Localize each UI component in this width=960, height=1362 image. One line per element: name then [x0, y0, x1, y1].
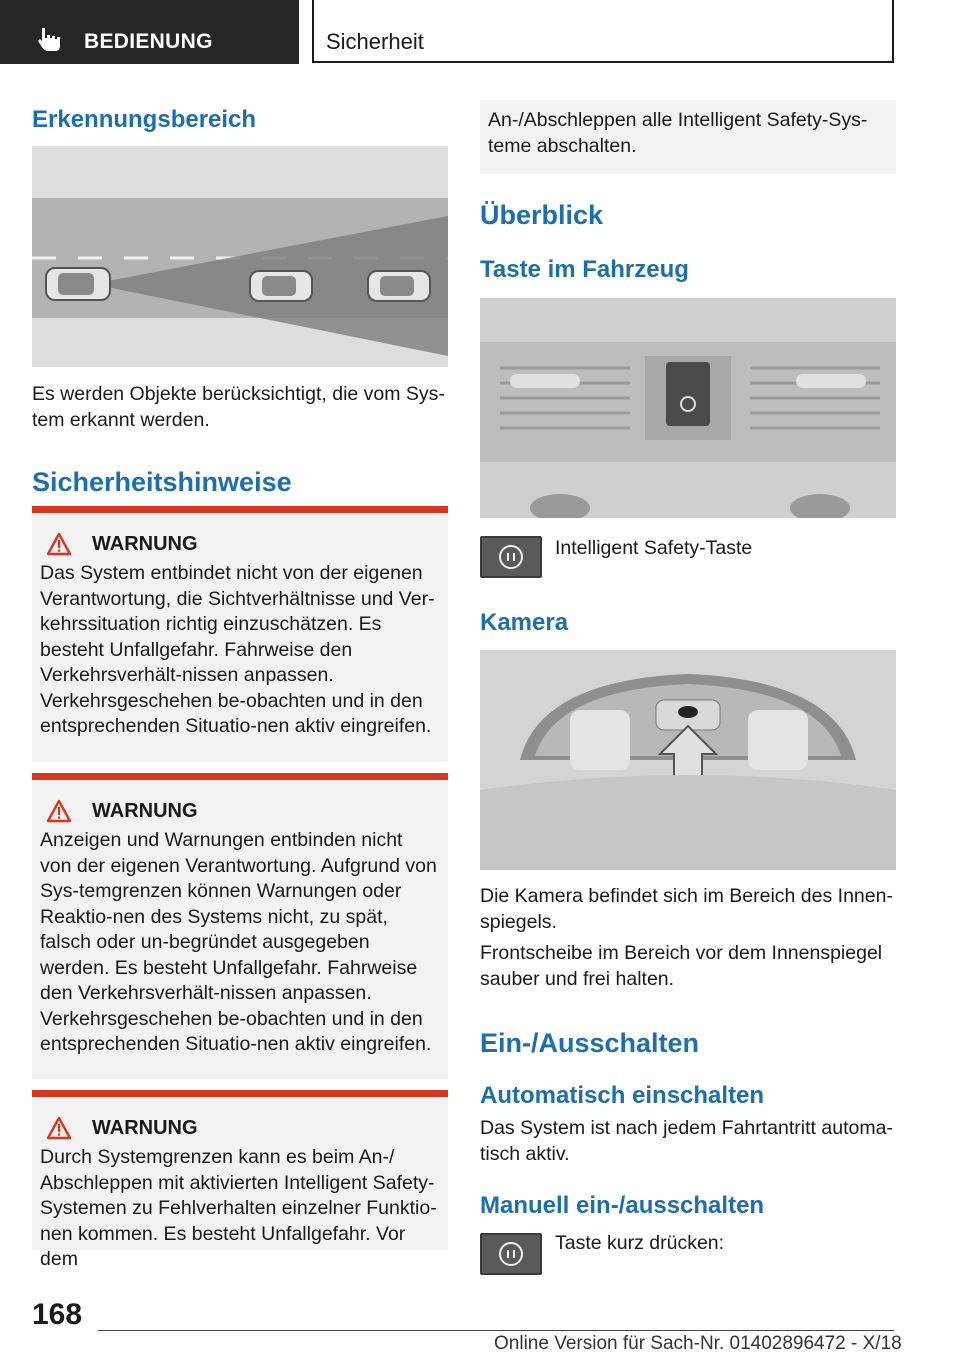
- warning-title: WARNUNG: [92, 532, 198, 555]
- intelligent-safety-button-icon: [480, 1233, 542, 1275]
- hand-pointer-icon: [36, 26, 64, 52]
- warning-title: WARNUNG: [92, 1116, 198, 1139]
- detection-range-illustration: [32, 146, 448, 367]
- car-icon: [368, 271, 430, 301]
- section-tab: [0, 0, 299, 64]
- manuell-text: Taste kurz drücken:: [555, 1232, 725, 1254]
- kamera-text-1: Die Kamera befindet sich im Bereich des Innen-spiegels.: [480, 885, 893, 933]
- heading-manuell: Manuell ein-/ausschalten: [480, 1192, 765, 1219]
- warning-triangle-icon: [46, 1116, 72, 1140]
- heading-kamera: Kamera: [480, 609, 569, 636]
- warning-title: WARNUNG: [92, 799, 198, 822]
- chapter-box: [312, 0, 894, 63]
- warning-continuation: An-/Abschleppen alle Intelligent Safety-Sys-teme abschalten.: [480, 100, 896, 174]
- warning-box: [32, 506, 448, 762]
- heading-ueberblick: Überblick: [480, 200, 604, 230]
- heading-taste-im-fahrzeug: Taste im Fahrzeug: [480, 256, 689, 283]
- warning-text: Anzeigen und Warnungen entbinden nicht von der eigenen Verantwortung. Aufgrund von Sys-temgrenzen können Warnungen oder Reaktio-nen des Systems nicht, zu spät, falsch oder un-begründet ausgegeben werden. Es besteht Unfallgefahr. Fahrweise den Verkehrsverhält-nissen anpassen. Verkehrsgeschehen be-obachten und in den entsprechenden Situatio-nen aktiv eingreifen.: [40, 829, 437, 1055]
- page-header: [0, 0, 960, 66]
- warning-box: [32, 773, 448, 1079]
- chapter-title: Sicherheit: [326, 29, 424, 54]
- car-icon: [250, 271, 312, 301]
- taste-label: Intelligent Safety-Taste: [555, 537, 753, 559]
- automatisch-text: Das System ist nach jedem Fahrtantritt automa-tisch aktiv.: [480, 1117, 893, 1165]
- footer-divider: [98, 1330, 894, 1331]
- warning-triangle-icon: [46, 799, 72, 823]
- heading-automatisch-einschalten: Automatisch einschalten: [480, 1082, 765, 1109]
- heading-erkennungsbereich: Erkennungsbereich: [32, 106, 257, 133]
- erkennung-text: Es werden Objekte berücksichtigt, die vom Sys- tem erkannt werden.: [32, 383, 445, 431]
- warning-triangle-icon: [46, 532, 72, 556]
- section-tab-label: BEDIENUNG: [84, 30, 213, 53]
- warning-text: Das System entbindet nicht von der eigenen Verantwortung, die Sichtverhältnisse und Ver-kehrssituation richtig einzuschätzen. Es besteht Unfallgefahr. Fahrweise den Verkehrsverhält-nissen anpassen. Verkehrsgeschehen be-obachten und in den entsprechenden Situatio-nen aktiv eingreifen.: [40, 562, 435, 737]
- warning-text: Durch Systemgrenzen kann es beim An-/ Abschleppen mit aktivierten Intelligent Safety-Systemen zu Fehlverhalten einzelner Funktio-nen kommen. Es besteht Unfallgefahr. Vor dem: [40, 1146, 437, 1270]
- page-number: 168: [32, 1298, 83, 1331]
- camera-location-photo: [480, 650, 896, 870]
- heading-ein-ausschalten: Ein-/Ausschalten: [480, 1028, 700, 1058]
- dashboard-button-photo: [480, 298, 896, 518]
- kamera-text-2: Frontscheibe im Bereich vor dem Innenspiegel sauber und frei halten.: [480, 942, 883, 990]
- warning-box: [32, 1090, 448, 1270]
- intelligent-safety-button-icon: [480, 536, 542, 578]
- heading-sicherheitshinweise: Sicherheitshinweise: [32, 467, 292, 497]
- online-version-note: Online Version für Sach-Nr. 01402896472 - X/18: [494, 1333, 902, 1354]
- car-icon: [46, 268, 110, 300]
